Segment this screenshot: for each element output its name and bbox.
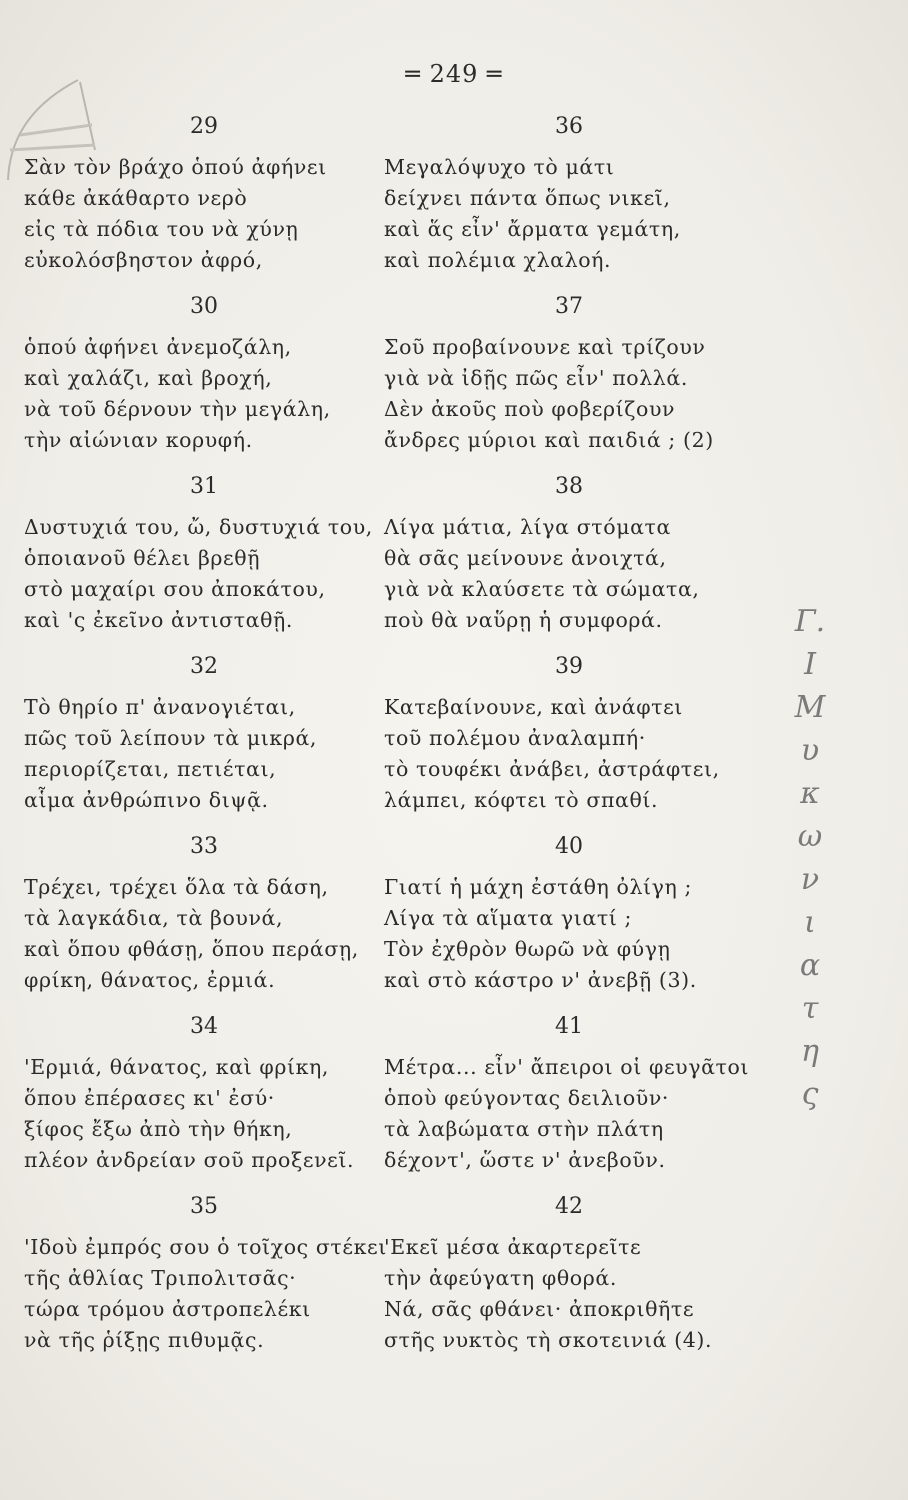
stanza [384,1010,784,1190]
stanza [384,290,784,470]
margin-handwriting [780,600,840,1116]
handwritten-letter: κ [800,776,820,811]
right-column [384,110,784,1370]
stanza-number: 33 [190,834,218,859]
verse-line: Τὸν ἐχθρὸν θωρῶ νὰ φύγῃ [384,937,671,961]
handwritten-letter: Μ [794,690,826,725]
stanza-number: 34 [190,1014,218,1039]
handwritten-letter: Ι [804,647,816,682]
stanza [14,290,404,470]
stanza-number: 35 [190,1194,218,1219]
verse-line: στῆς νυκτὸς τὴ σκοτεινιά (4). [384,1328,713,1352]
stanza-number: 32 [190,654,218,679]
handwritten-letter: η [801,1034,819,1069]
left-column [14,110,404,1370]
verse-line: Σὰν τὸν βράχο ὁπού ἀφήνει [24,155,327,179]
verse-line: καὶ χαλάζι, καὶ βροχή, [24,366,273,390]
stanza-number: 37 [555,294,583,319]
handwritten-letter: ω [797,819,823,854]
verse-line: ὁποὺ φεύγοντας δειλιοῦν· [384,1086,670,1110]
verse-line: πλέον ἀνδρείαν σοῦ προξενεῖ. [24,1148,355,1172]
verse-line: περιορίζεται, πετιέται, [24,757,277,781]
verse-line: τὸ τουφέκι ἀνάβει, ἀστράφτει, [384,757,720,781]
verse-line: Λίγα τὰ αἵματα γιατί ; [384,906,633,930]
verse-line: Τρέχει, τρέχει ὅλα τὰ δάση, [24,875,329,899]
verse-line: φρίκη, θάνατος, ἐρμιά. [24,968,276,992]
verse-line: αἷμα ἀνθρώπινο διψᾷ. [24,788,269,812]
stanza [14,1190,404,1370]
stanza-number: 38 [555,474,583,499]
verse-line: τώρα τρόμου ἀστροπελέκι [24,1297,311,1321]
stanza [14,1010,404,1190]
stanza [384,470,784,650]
verse-line: εὐκολόσβηστον ἀφρό, [24,248,263,272]
handwritten-letter: ς [801,1077,819,1112]
verse-line: λάμπει, κόφτει τὸ σπαθί. [384,788,659,812]
verse-line: καὶ στὸ κάστρο ν' ἀνεβῇ (3). [384,968,697,992]
stanza [384,1190,784,1370]
verse-line: Νά, σᾶς φθάνει· ἀποκριθῆτε [384,1297,695,1321]
stanza-number: 39 [555,654,583,679]
stanza-number: 40 [555,834,583,859]
verse-line: τοῦ πολέμου ἀναλαμπή· [384,726,646,750]
verse-line: καὶ ὅπου φθάσῃ, ὅπου περάσῃ, [24,937,359,961]
stanza [14,470,404,650]
verse-line: ποὺ θὰ ναὕρῃ ἡ συμφορά. [384,608,663,632]
verse-line: ξίφος ἔξω ἀπὸ τὴν θήκη, [24,1117,293,1141]
verse-line: τὴν ἀφεύγατη φθορά. [384,1266,617,1290]
handwritten-letter: υ [800,733,820,768]
verse-line: τὰ λαγκάδια, τὰ βουνά, [24,906,284,930]
verse-line: καὶ 'ς ἐκεῖνο ἀντισταθῇ. [24,608,294,632]
verse-line: στὸ μαχαίρι σου ἀποκάτου, [24,577,326,601]
verse-line: ἄνδρες μύριοι καὶ παιδιά ; (2) [384,428,714,452]
verse-line: νὰ τοῦ δέρνουν τὴν μεγάλη, [24,397,331,421]
verse-line: 'Ιδοὺ ἐμπρός σου ὁ τοῖχος στέκει [24,1235,387,1259]
verse-line: εἰς τὰ πόδια του νὰ χύνῃ [24,217,299,241]
verse-line: Κατεβαίνουνε, καὶ ἀνάφτει [384,695,683,719]
verse-line: γιὰ νὰ κλαύσετε τὰ σώματα, [384,577,700,601]
verse-line: Μέτρα... εἶν' ἄπειροι οἱ φευγᾶτοι [384,1055,750,1079]
handwritten-letter: Γ. [794,604,826,639]
verse-line: Δὲν ἀκοῦς ποὺ φοβερίζουν [384,397,676,421]
handwritten-letter: ν [800,862,820,897]
stanza-number: 36 [555,114,583,139]
stanza-number: 42 [555,1194,583,1219]
verse-line: τὰ λαβώματα στὴν πλάτη [384,1117,664,1141]
verse-line: Μεγαλόψυχο τὸ μάτι [384,155,615,179]
handwritten-letter: α [799,948,821,983]
stanza [384,830,784,1010]
verse-line: 'Ερμιά, θάνατος, καὶ φρίκη, [24,1055,330,1079]
verse-line: 'Εκεῖ μέσα ἀκαρτερεῖτε [384,1235,642,1259]
verse-line: Γιατί ἡ μάχη ἐστάθη ὀλίγη ; [384,875,693,899]
verse-line: Λίγα μάτια, λίγα στόματα [384,515,671,539]
verse-line: καὶ ἅς εἶν' ἄρματα γεμάτη, [384,217,681,241]
verse-line: νὰ τῆς ῥίξῃς πιθυμᾷς. [24,1328,265,1352]
verse-line: ὅπου ἐπέρασες κι' ἐσύ· [24,1086,275,1110]
verse-line: δέχοντ', ὥστε ν' ἀνεβοῦν. [384,1148,666,1172]
verse-line: δείχνει πάντα ὅπως νικεῖ, [384,186,671,210]
stanza [14,110,404,290]
verse-line: ὁποιανοῦ θέλει βρεθῇ [24,546,261,570]
stanza [384,110,784,290]
verse-line: τῆς ἀθλίας Τριπολιτσᾶς· [24,1266,297,1290]
page-number-header: ═ 249 ═ [405,60,503,88]
verse-line: Σοῦ προβαίνουνε καὶ τρίζουν [384,335,706,359]
verse-line: πῶς τοῦ λείπουν τὰ μικρά, [24,726,318,750]
verse-line: Δυστυχιά του, ὤ, δυστυχιά του, [24,515,373,539]
stanza-number: 29 [190,114,218,139]
stanza-number: 41 [555,1014,583,1039]
stanza-number: 31 [190,474,218,499]
verse-line: κάθε ἀκάθαρτο νερὸ [24,186,248,210]
stanza [14,830,404,1010]
verse-line: τὴν αἰώνιαν κορυφή. [24,428,253,452]
handwritten-letter: τ [801,991,819,1026]
verse-line: θὰ σᾶς μείνουνε ἀνοιχτά, [384,546,667,570]
verse-line: ὁπού ἀφήνει ἀνεμοζάλη, [24,335,292,359]
stanza-number: 30 [190,294,218,319]
stanza [384,650,784,830]
verse-line: γιὰ νὰ ἰδῇς πῶς εἶν' πολλά. [384,366,688,390]
verse-line: καὶ πολέμια χλαλοή. [384,248,612,272]
stanza [14,650,404,830]
verse-line: Τὸ θηρίο π' ἀνανογιέται, [24,695,296,719]
handwritten-letter: ι [804,905,816,940]
